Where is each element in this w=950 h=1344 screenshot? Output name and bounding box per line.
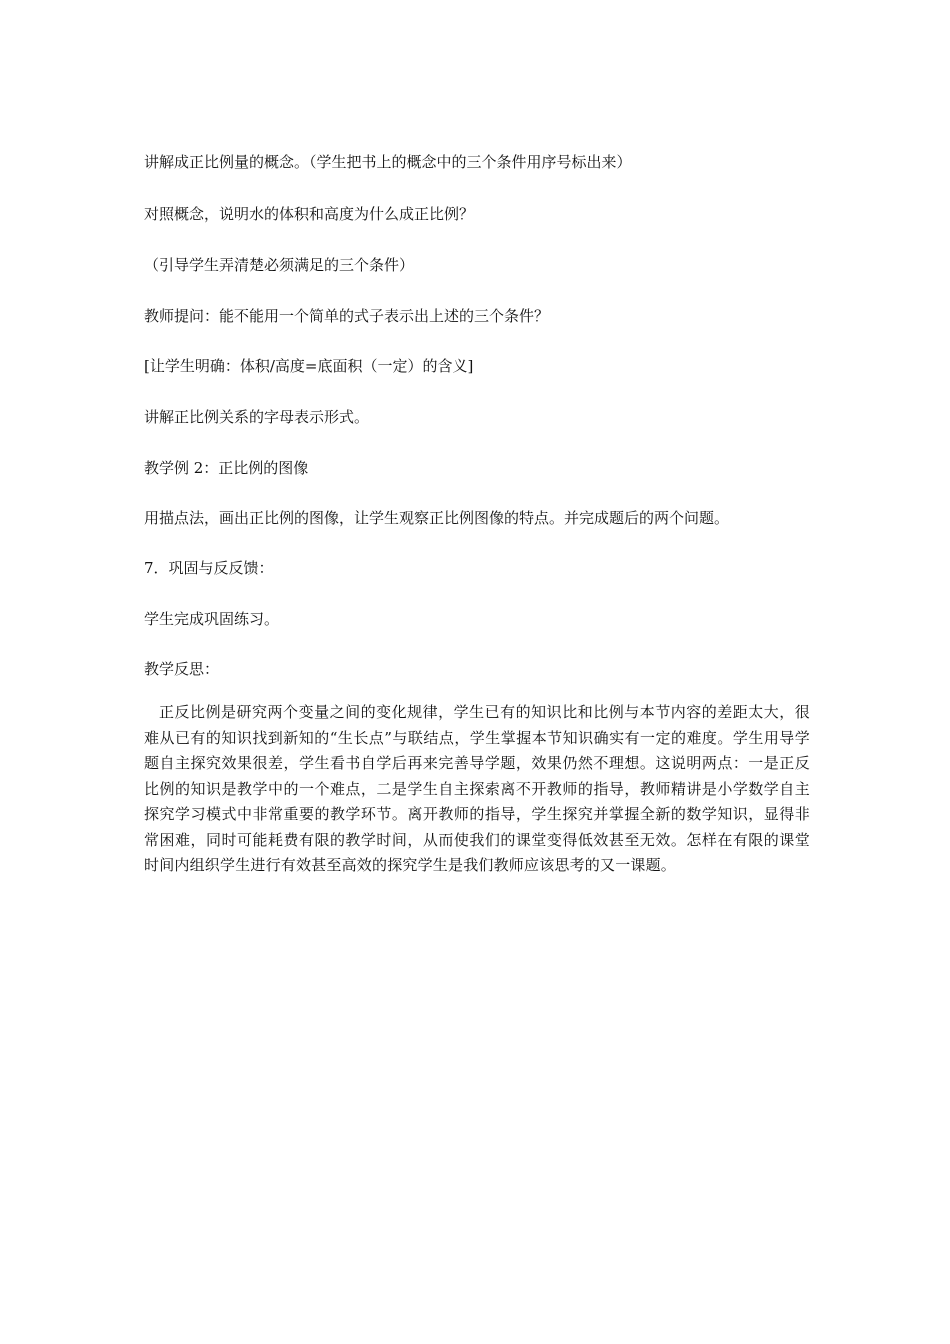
text-line-reflection-heading: 教学反思： [144, 660, 220, 678]
text-line-consolidation: 7．巩固与反反馈： [144, 559, 274, 577]
text-line-guide: （引导学生弄清楚必须满足的三个条件） [144, 256, 415, 274]
text-line-compare: 对照概念，说明水的体积和高度为什么成正比例？ [144, 205, 475, 223]
text-line-graph-method: 用描点法，画出正比例的图像，让学生观察正比例图像的特点。并完成题后的两个问题。 [144, 509, 730, 527]
text-line-example-2: 教学例 2：正比例的图像 [144, 459, 309, 477]
text-line-teacher-question: 教师提问：能不能用一个简单的式子表示出上述的三个条件？ [144, 307, 550, 325]
text-line-concept: 讲解成正比例量的概念。（学生把书上的概念中的三个条件用序号标出来） [144, 153, 632, 171]
text-line-formula: [让学生明确：体积/高度=底面积（一定）的含义] [144, 357, 474, 375]
reflection-paragraph: 正反比例是研究两个变量之间的变化规律，学生已有的知识比和比例与本节内容的差距太大，很难从已有的知识找到新知的“生长点”与联结点，学生掌握本节知识确实有一定的难度。学生用导学题自主探究效果很差，学生看书自学后再来完善导学题，效果仍然不理想。这说明两点：一是正反比例的知识是教学中的一个难点，二是学生自主探索离不开教师的指导，教师精讲是小学数学自主探究学习模式中非常重要的教学环节。离开教师的指导，学生探究并掌握全新的数学知识，显得非常困难，同时可能耗费有限的教学时间，从而使我们的课堂变得低效甚至无效。怎样在有限的课堂时间内组织学生进行有效甚至高效的探究学生是我们教师应该思考的又一课题。 [144, 703, 810, 874]
text-line-practice: 学生完成巩固练习。 [144, 610, 280, 628]
text-line-letter-form: 讲解正比例关系的字母表示形式。 [144, 408, 370, 426]
